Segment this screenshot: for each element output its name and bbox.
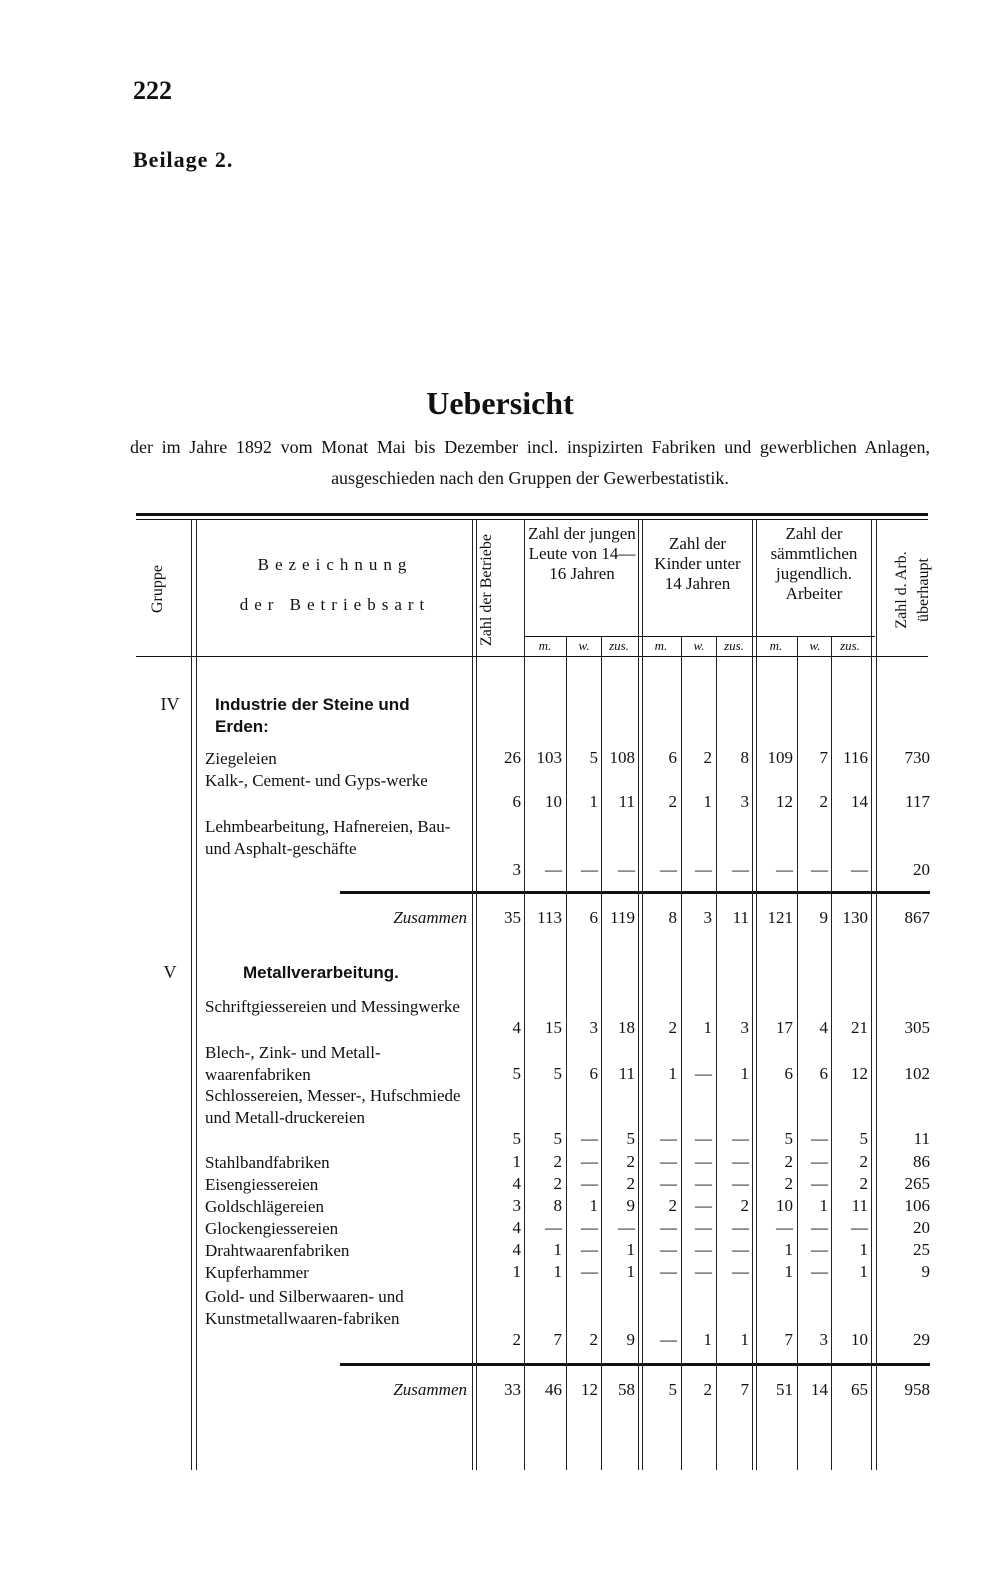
- row-label: Lehmbearbeitung, Hafnereien, Bau- und Asphalt-geschäfte: [205, 817, 451, 858]
- table-cell: 6: [784, 1064, 793, 1083]
- table-cell: 1: [703, 1018, 712, 1037]
- table-cell: —: [811, 860, 828, 879]
- table-cell: —: [618, 1218, 635, 1237]
- header-bottom-rule: [136, 656, 928, 657]
- subheader-w: w.: [693, 638, 705, 653]
- table-cell: —: [695, 1064, 712, 1083]
- column-divider: [476, 520, 477, 1470]
- subheader-m: m.: [654, 638, 668, 653]
- header-gruppe: Gruppe: [149, 565, 166, 613]
- table-cell: 113: [537, 908, 562, 927]
- subheader-m: m.: [769, 638, 783, 653]
- table-cell: —: [695, 1129, 712, 1148]
- table-cell: 10: [545, 792, 562, 811]
- table-cell: 4: [512, 1174, 521, 1193]
- table-cell: 1: [553, 1240, 562, 1259]
- header-bezeichnung: [200, 555, 470, 615]
- table-cell: —: [732, 1262, 749, 1281]
- subheader-zus: zus.: [840, 638, 860, 653]
- row-label: Blech-, Zink- und Metall-waarenfabriken: [205, 1043, 381, 1084]
- table-cell: 5: [553, 1064, 562, 1083]
- group-v-sum-rule: [340, 1363, 930, 1366]
- table-cell: 4: [512, 1218, 521, 1237]
- table-cell: —: [732, 1174, 749, 1193]
- row-label: Schlossereien, Messer-, Hufschmiede und Metall-druckereien: [205, 1086, 461, 1127]
- table-cell: 21: [851, 1018, 868, 1037]
- table-cell: 106: [904, 1196, 930, 1215]
- table-cell: —: [732, 860, 749, 879]
- table-cell: 7: [553, 1330, 562, 1349]
- table-cell: —: [581, 1152, 598, 1171]
- row-label: Gold- und Silberwaaren- und Kunstmetallwaaren-fabriken: [205, 1287, 404, 1328]
- table-cell: —: [732, 1218, 749, 1237]
- table-cell: 5: [553, 1129, 562, 1148]
- table-cell: 6: [668, 748, 677, 767]
- table-cell: 108: [609, 748, 635, 767]
- page-subtitle: der im Jahre 1892 vom Monat Mai bis Dezember incl. inspizirten Fabriken und gewerblichen Anlagen, ausgeschieden nach den Gruppen der Gewerbestatistik.: [130, 437, 930, 488]
- table-cell: 5: [784, 1129, 793, 1148]
- header-betriebe: Zahl der Betriebe: [478, 534, 495, 646]
- total-label: Zusammen: [393, 908, 467, 927]
- table-cell: 3: [512, 860, 521, 879]
- table-cell: 116: [843, 748, 868, 767]
- table-cell: —: [581, 1218, 598, 1237]
- column-divider: [752, 520, 753, 1470]
- table-cell: 2: [703, 1380, 712, 1399]
- table-cell: 9: [819, 908, 828, 927]
- subheader-w: w.: [578, 638, 590, 653]
- table-cell: 51: [776, 1380, 793, 1399]
- table-cell: 65: [851, 1380, 868, 1399]
- table-cell: 1: [553, 1262, 562, 1281]
- table-cell: 4: [512, 1240, 521, 1259]
- column-divider: [191, 520, 192, 1470]
- table-cell: 12: [581, 1380, 598, 1399]
- header-junge: Zahl der jungen Leute von 14—16 Jahren: [528, 524, 636, 583]
- table-cell: —: [811, 1262, 828, 1281]
- table-cell: 1: [740, 1330, 749, 1349]
- table-cell: 1: [819, 1196, 828, 1215]
- appendix-label: Beilage 2.: [133, 147, 234, 172]
- table-cell: 46: [545, 1380, 562, 1399]
- row-label: Drahtwaarenfabriken: [205, 1241, 350, 1260]
- table-cell: 1: [784, 1240, 793, 1259]
- table-cell: 11: [618, 1064, 635, 1083]
- table-cell: —: [695, 1152, 712, 1171]
- table-cell: 2: [859, 1152, 868, 1171]
- table-cell: 1: [859, 1262, 868, 1281]
- table-cell: 7: [784, 1330, 793, 1349]
- table-cell: 18: [618, 1018, 635, 1037]
- table-cell: 305: [904, 1018, 930, 1037]
- table-cell: 867: [904, 908, 930, 927]
- table-cell: —: [581, 1174, 598, 1193]
- table-cell: 2: [589, 1330, 598, 1349]
- table-cell: 3: [819, 1330, 828, 1349]
- group-title: Metallverarbeitung.: [243, 963, 399, 982]
- table-cell: 5: [626, 1129, 635, 1148]
- table-cell: —: [581, 1240, 598, 1259]
- table-cell: —: [660, 860, 677, 879]
- group-number: V: [163, 962, 177, 982]
- table-cell: 9: [626, 1330, 635, 1349]
- table-cell: 121: [767, 908, 793, 927]
- table-cell: 2: [668, 1018, 677, 1037]
- table-cell: —: [851, 1218, 868, 1237]
- table-cell: —: [811, 1174, 828, 1193]
- table-cell: 20: [913, 860, 930, 879]
- table-cell: —: [695, 860, 712, 879]
- table-cell: 103: [536, 748, 562, 767]
- table-cell: 29: [913, 1330, 930, 1349]
- table-cell: —: [695, 1240, 712, 1259]
- table-cell: 6: [589, 908, 598, 927]
- column-divider: [524, 520, 525, 1470]
- table-cell: —: [732, 1152, 749, 1171]
- table-cell: 8: [668, 908, 677, 927]
- table-cell: —: [851, 860, 868, 879]
- table-cell: 2: [703, 748, 712, 767]
- table-top-rule: [136, 513, 928, 516]
- table-cell: 1: [703, 1330, 712, 1349]
- table-cell: 2: [859, 1174, 868, 1193]
- column-divider: [756, 520, 757, 1470]
- row-label: Kupferhammer: [205, 1263, 309, 1282]
- table-cell: —: [776, 1218, 793, 1237]
- table-cell: 1: [740, 1064, 749, 1083]
- group-iv-sum-rule: [340, 891, 930, 894]
- table-cell: 958: [904, 1380, 930, 1399]
- table-cell: —: [545, 860, 562, 879]
- table-cell: 1: [703, 792, 712, 811]
- column-divider: [876, 520, 877, 1470]
- table-cell: 2: [784, 1174, 793, 1193]
- table-cell: 3: [589, 1018, 598, 1037]
- table-cell: 102: [904, 1064, 930, 1083]
- table-cell: 7: [819, 748, 828, 767]
- table-cell: —: [660, 1240, 677, 1259]
- table-cell: 1: [589, 1196, 598, 1215]
- table-cell: 8: [740, 748, 749, 767]
- table-cell: 17: [776, 1018, 793, 1037]
- header-kinder: Zahl der Kinder unter 14 Jahren: [654, 534, 741, 593]
- table-cell: —: [732, 1240, 749, 1259]
- table-cell: 2: [626, 1174, 635, 1193]
- table-cell: 5: [859, 1129, 868, 1148]
- table-cell: 4: [512, 1018, 521, 1037]
- table-cell: 2: [740, 1196, 749, 1215]
- table-cell: 119: [610, 908, 635, 927]
- table-cell: 1: [512, 1152, 521, 1171]
- table-cell: 1: [589, 792, 598, 811]
- table-cell: 730: [904, 748, 930, 767]
- table-cell: 4: [819, 1018, 828, 1037]
- table-cell: —: [660, 1330, 677, 1349]
- group-title: Industrie der Steine und Erden:: [215, 695, 410, 736]
- table-cell: —: [581, 1129, 598, 1148]
- table-cell: —: [776, 860, 793, 879]
- table-cell: 33: [504, 1380, 521, 1399]
- table-cell: 9: [921, 1262, 930, 1281]
- table-cell: 1: [626, 1262, 635, 1281]
- table-cell: —: [695, 1174, 712, 1193]
- table-cell: 3: [740, 792, 749, 811]
- subheader-zus: zus.: [724, 638, 744, 653]
- table-cell: 265: [904, 1174, 930, 1193]
- column-divider: [871, 520, 872, 1470]
- table-cell: 5: [589, 748, 598, 767]
- table-cell: 1: [512, 1262, 521, 1281]
- table-cell: 117: [905, 792, 930, 811]
- table-cell: 2: [668, 792, 677, 811]
- table-cell: 7: [740, 1380, 749, 1399]
- table-cell: —: [811, 1240, 828, 1259]
- table-cell: —: [660, 1129, 677, 1148]
- table-cell: 2: [553, 1174, 562, 1193]
- table-cell: 1: [859, 1240, 868, 1259]
- table-cell: 6: [512, 792, 521, 811]
- subheader-w: w.: [809, 638, 821, 653]
- subheader-rule: [525, 636, 875, 637]
- group-number: IV: [160, 694, 180, 714]
- total-label: Zusammen: [393, 1380, 467, 1399]
- table-cell: —: [811, 1129, 828, 1148]
- subheader-m: m.: [538, 638, 552, 653]
- table-cell: 5: [512, 1064, 521, 1083]
- table-cell: —: [545, 1218, 562, 1237]
- subheader-zus: zus.: [609, 638, 629, 653]
- row-label: Kalk-, Cement- und Gyps-werke: [205, 771, 428, 790]
- table-cell: 14: [851, 792, 868, 811]
- table-cell: —: [695, 1262, 712, 1281]
- table-cell: —: [695, 1196, 712, 1215]
- table-cell: 35: [504, 908, 521, 927]
- header-saemmtliche: Zahl der sämmtlichen jugendlich. Arbeiter: [770, 524, 858, 603]
- table-cell: 10: [776, 1196, 793, 1215]
- table-cell: 12: [851, 1064, 868, 1083]
- table-cell: 86: [913, 1152, 930, 1171]
- table-cell: 11: [851, 1196, 868, 1215]
- column-divider: [638, 520, 639, 1470]
- table-cell: 3: [740, 1018, 749, 1037]
- table-cell: 3: [703, 908, 712, 927]
- table-cell: 109: [767, 748, 793, 767]
- row-label: Stahlbandfabriken: [205, 1153, 330, 1172]
- row-label: Eisengiessereien: [205, 1175, 319, 1194]
- table-cell: 2: [553, 1152, 562, 1171]
- table-cell: 11: [618, 792, 635, 811]
- table-cell: 2: [626, 1152, 635, 1171]
- table-cell: 11: [913, 1129, 930, 1148]
- table-top-rule-thin: [136, 519, 928, 520]
- table-cell: 6: [819, 1064, 828, 1083]
- table-cell: —: [618, 860, 635, 879]
- table-cell: 20: [913, 1218, 930, 1237]
- table-cell: 2: [819, 792, 828, 811]
- table-cell: 26: [504, 748, 521, 767]
- table-cell: —: [660, 1218, 677, 1237]
- table-cell: —: [581, 860, 598, 879]
- table-cell: 12: [776, 792, 793, 811]
- row-label: Ziegeleien: [205, 749, 277, 768]
- table-cell: 14: [811, 1380, 828, 1399]
- table-cell: 1: [626, 1240, 635, 1259]
- table-cell: 3: [512, 1196, 521, 1215]
- table-cell: 2: [512, 1330, 521, 1349]
- table-cell: —: [811, 1152, 828, 1171]
- table-cell: 5: [668, 1380, 677, 1399]
- table-cell: —: [732, 1129, 749, 1148]
- table-cell: —: [660, 1262, 677, 1281]
- table-cell: —: [811, 1218, 828, 1237]
- table-cell: 8: [553, 1196, 562, 1215]
- column-divider: [196, 520, 197, 1470]
- header-bezeichnung-line1: Bezeichnung: [257, 555, 413, 574]
- table-cell: 1: [668, 1064, 677, 1083]
- table-cell: 10: [851, 1330, 868, 1349]
- column-divider: [642, 520, 643, 1470]
- table-cell: 1: [784, 1262, 793, 1281]
- column-divider: [472, 520, 473, 1470]
- page-number: 222: [133, 76, 172, 105]
- table-cell: 2: [668, 1196, 677, 1215]
- table-cell: 130: [842, 908, 868, 927]
- header-bezeichnung-line2: der Betriebsart: [239, 595, 431, 614]
- row-label: Glockengiessereien: [205, 1219, 339, 1238]
- table-cell: —: [695, 1218, 712, 1237]
- table-cell: 11: [732, 908, 749, 927]
- table-cell: —: [660, 1174, 677, 1193]
- row-label: Goldschlägereien: [205, 1197, 324, 1216]
- table-cell: 15: [545, 1018, 562, 1037]
- row-label: Schriftgiessereien und Messingwerke: [205, 997, 460, 1016]
- table-cell: —: [581, 1262, 598, 1281]
- table-cell: 9: [626, 1196, 635, 1215]
- table-cell: 2: [784, 1152, 793, 1171]
- page-title: Uebersicht: [426, 385, 574, 421]
- table-cell: 6: [589, 1064, 598, 1083]
- table-cell: 5: [512, 1129, 521, 1148]
- table-cell: 58: [618, 1380, 635, 1399]
- table-cell: —: [660, 1152, 677, 1171]
- header-arbeiter: Zahl d. Arb. überhaupt: [893, 551, 932, 629]
- table-cell: 25: [913, 1240, 930, 1259]
